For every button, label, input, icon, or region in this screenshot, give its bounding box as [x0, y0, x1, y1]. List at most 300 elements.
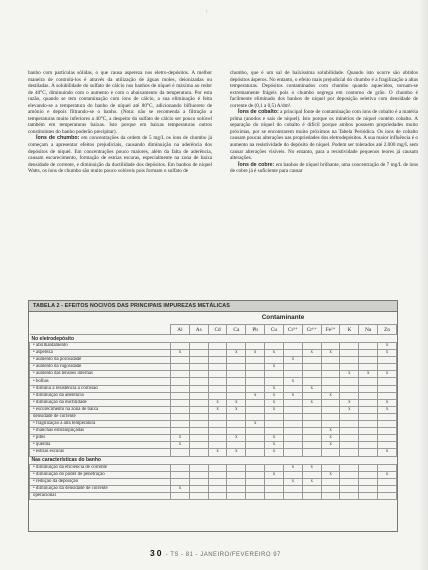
- registration-mark: \: [206, 10, 208, 15]
- effect-mark: [246, 364, 265, 371]
- effect-mark: [208, 442, 227, 449]
- effect-mark: x: [246, 392, 265, 399]
- effect-mark: [302, 413, 321, 420]
- effect-mark: [265, 413, 284, 420]
- effect-mark: [227, 343, 246, 350]
- effect-mark: [340, 357, 359, 364]
- row-label: • diminuição do poder de penetração: [30, 471, 171, 478]
- effect-mark: [246, 478, 265, 485]
- effect-mark: [340, 478, 359, 485]
- effect-mark: [265, 343, 284, 350]
- paragraph: [230, 109, 418, 161]
- column-header: Na: [359, 325, 378, 335]
- effect-mark: [246, 357, 265, 364]
- effect-mark: [189, 471, 208, 478]
- effect-mark: [189, 392, 208, 399]
- effect-mark: [321, 413, 340, 420]
- effect-mark: [265, 464, 284, 471]
- effect-mark: [340, 435, 359, 442]
- effect-mark: [321, 485, 340, 492]
- effect-mark: x: [378, 343, 397, 350]
- effect-mark: [208, 378, 227, 385]
- paragraph: [230, 70, 418, 109]
- effect-mark: [359, 385, 378, 392]
- effect-mark: [208, 428, 227, 435]
- table-row: [30, 442, 397, 449]
- effect-mark: [189, 350, 208, 357]
- effect-mark: x: [283, 464, 302, 471]
- effect-mark: [208, 350, 227, 357]
- effect-mark: [171, 357, 190, 364]
- effect-mark: [189, 406, 208, 413]
- effect-mark: x: [246, 350, 265, 357]
- effect-mark: [189, 371, 208, 378]
- effect-mark: [340, 428, 359, 435]
- effect-mark: [340, 385, 359, 392]
- effect-mark: [283, 406, 302, 413]
- column-header: Cd: [208, 325, 227, 335]
- row-label: • queima: [30, 442, 171, 449]
- effect-mark: x: [265, 449, 284, 456]
- effect-mark: [283, 371, 302, 378]
- effect-mark: [189, 399, 208, 406]
- effect-mark: [227, 371, 246, 378]
- effect-mark: [171, 478, 190, 485]
- effect-mark: x: [227, 399, 246, 406]
- effect-mark: [208, 435, 227, 442]
- effect-mark: [359, 413, 378, 420]
- effect-mark: [283, 428, 302, 435]
- effect-mark: x: [246, 421, 265, 428]
- effect-mark: [265, 371, 284, 378]
- effect-mark: [265, 478, 284, 485]
- effect-mark: [246, 378, 265, 385]
- table-row: [30, 378, 397, 385]
- effect-mark: [359, 478, 378, 485]
- effect-mark: x: [283, 357, 302, 364]
- effect-mark: x: [171, 350, 190, 357]
- left-text-column: [28, 70, 212, 175]
- table-row: [30, 406, 397, 413]
- table-group-header: Contaminante: [261, 314, 305, 321]
- effect-mark: x: [378, 471, 397, 478]
- effect-mark: x: [265, 471, 284, 478]
- effect-mark: [227, 478, 246, 485]
- effect-mark: [302, 343, 321, 350]
- row-label: • diminuição da eficiência de corrente: [30, 464, 171, 471]
- effect-mark: x: [265, 385, 284, 392]
- effect-mark: x: [321, 435, 340, 442]
- effect-mark: x: [321, 392, 340, 399]
- effect-mark: [359, 492, 378, 499]
- section-heading: No eletrodepósito: [30, 335, 397, 343]
- effect-mark: [378, 378, 397, 385]
- table-row: [30, 343, 397, 350]
- row-label: • escurecimento na zona de baixa: [30, 406, 171, 413]
- effect-mark: [171, 399, 190, 406]
- column-header: Cr³⁺: [283, 325, 302, 335]
- effect-mark: [321, 492, 340, 499]
- effect-mark: [359, 392, 378, 399]
- effect-mark: [359, 357, 378, 364]
- column-header: As: [189, 325, 208, 335]
- header-spacer: [30, 325, 171, 335]
- effect-mark: [208, 357, 227, 364]
- right-text-column: [230, 70, 418, 175]
- effect-mark: [208, 464, 227, 471]
- effect-mark: x: [340, 371, 359, 378]
- effect-mark: [321, 385, 340, 392]
- row-label: • estrias escuras: [30, 449, 171, 456]
- effect-mark: x: [171, 435, 190, 442]
- effect-mark: [378, 392, 397, 399]
- table-title: TABELA 2 - EFEITOS NOCIVOS DAS PRINCIPAIS IMPUREZAS METÁLICAS: [29, 301, 397, 312]
- effect-mark: x: [265, 350, 284, 357]
- effect-mark: [340, 378, 359, 385]
- effect-mark: [208, 413, 227, 420]
- row-label: • abrilhantamento: [30, 343, 171, 350]
- effect-mark: [227, 442, 246, 449]
- effect-mark: [189, 364, 208, 371]
- effect-mark: [189, 478, 208, 485]
- effect-mark: [265, 492, 284, 499]
- effect-mark: x: [171, 485, 190, 492]
- effect-mark: [302, 378, 321, 385]
- row-label: • fragilização a alta temperatura: [30, 421, 171, 428]
- effect-mark: x: [265, 399, 284, 406]
- effect-mark: [283, 343, 302, 350]
- effect-mark: [321, 464, 340, 471]
- effect-mark: [340, 449, 359, 456]
- effect-mark: [283, 435, 302, 442]
- effect-mark: x: [378, 371, 397, 378]
- table-row: [30, 399, 397, 406]
- effect-mark: [208, 371, 227, 378]
- effect-mark: [283, 442, 302, 449]
- effect-mark: [227, 385, 246, 392]
- table-row: [30, 364, 397, 371]
- effect-mark: [321, 399, 340, 406]
- table-row: [30, 478, 397, 485]
- effect-mark: [227, 471, 246, 478]
- effect-mark: [227, 357, 246, 364]
- effect-mark: [265, 421, 284, 428]
- effect-mark: [302, 492, 321, 499]
- effect-mark: [227, 378, 246, 385]
- effect-mark: [171, 413, 190, 420]
- effect-mark: [246, 399, 265, 406]
- effect-mark: x: [302, 350, 321, 357]
- effect-mark: [171, 343, 190, 350]
- effect-mark: [321, 406, 340, 413]
- effect-mark: [283, 471, 302, 478]
- effect-mark: [208, 471, 227, 478]
- effect-mark: [302, 371, 321, 378]
- effect-mark: [378, 428, 397, 435]
- effect-mark: [340, 471, 359, 478]
- effect-mark: [378, 357, 397, 364]
- effect-mark: [171, 428, 190, 435]
- effect-mark: [171, 392, 190, 399]
- effect-mark: [189, 421, 208, 428]
- effect-mark: x: [265, 442, 284, 449]
- effect-mark: [302, 406, 321, 413]
- effect-mark: [227, 413, 246, 420]
- row-label: • aspereza: [30, 350, 171, 357]
- effect-mark: [283, 350, 302, 357]
- row-label: • diminuição da ductilidade: [30, 399, 171, 406]
- effect-mark: [283, 399, 302, 406]
- effect-mark: [359, 421, 378, 428]
- column-header: Cr⁶⁺: [302, 325, 321, 335]
- effect-mark: [321, 371, 340, 378]
- row-label: • bolhas: [30, 378, 171, 385]
- row-label: • aumento da porosidade: [30, 357, 171, 364]
- effect-mark: [189, 442, 208, 449]
- effect-mark: [283, 421, 302, 428]
- effect-mark: [283, 492, 302, 499]
- effect-mark: [359, 406, 378, 413]
- effect-mark: [246, 385, 265, 392]
- row-label: • redução da deposição: [30, 478, 171, 485]
- effect-mark: [283, 485, 302, 492]
- paragraph-text: a principal fonte de contaminação com íons de cobalto é a matéria prima (anodos e sais de níquel). Isto porque os minérios de níquel contém cobalto. A separação do níquel do cobalto é difícil porque ambos possuem propriedades muito próximas, por se encontrarem muito próximos na Tabela Periódica. Os íons de cobalto causam poucas alterações nas propriedades dos eletrodepósitos. A sua maior influência é o aumento na resistividade do depósito de níquel. Podem ser tolerados até 2.000 mg/L sem causar alterações visíveis. No entanto, para a resistividade pequenos teores já causam alterações.: [230, 109, 418, 162]
- effect-mark: [171, 471, 190, 478]
- column-header: Fe²⁺: [321, 325, 340, 335]
- effect-mark: [189, 485, 208, 492]
- effect-mark: [378, 364, 397, 371]
- effect-mark: [340, 492, 359, 499]
- table-row: [30, 421, 397, 428]
- effect-mark: [378, 442, 397, 449]
- row-label: • diminui a resistência à corrosão: [30, 385, 171, 392]
- paragraph: [230, 162, 418, 175]
- effect-mark: x: [208, 406, 227, 413]
- effect-mark: [302, 471, 321, 478]
- column-header: Ca: [227, 325, 246, 335]
- column-header: Pb: [246, 325, 265, 335]
- effect-mark: [171, 449, 190, 456]
- effect-mark: x: [227, 435, 246, 442]
- effect-mark: [246, 406, 265, 413]
- column-header: K: [340, 325, 359, 335]
- paragraph: [28, 135, 212, 174]
- row-label: • diminuição da densidade de corrente: [30, 485, 171, 492]
- effect-mark: [340, 364, 359, 371]
- effect-mark: x: [378, 449, 397, 456]
- effect-mark: [227, 428, 246, 435]
- effect-mark: [246, 464, 265, 471]
- table-row: [30, 471, 397, 478]
- table-row: [30, 413, 397, 420]
- effect-mark: [246, 371, 265, 378]
- effect-mark: [340, 343, 359, 350]
- effect-mark: [302, 392, 321, 399]
- effect-mark: [208, 421, 227, 428]
- table-row: [30, 392, 397, 399]
- row-label: • diminuição da aderência: [30, 392, 171, 399]
- effect-mark: x: [321, 471, 340, 478]
- effect-mark: [359, 435, 378, 442]
- effect-mark: [302, 442, 321, 449]
- effect-mark: x: [321, 428, 340, 435]
- effect-mark: x: [378, 350, 397, 357]
- effect-mark: [189, 492, 208, 499]
- effect-mark: [227, 392, 246, 399]
- effect-mark: x: [227, 406, 246, 413]
- table-row: [30, 357, 397, 364]
- paragraph-text: em concentrações da ordem de 5 mg/L os íons de chumbo já começam a apresentar efeitos prejudiciais, causando diminuição na aderência dos depósitos de níquel. Em concentrações pouco maiores, além da falta de aderência, causam escurecimento, formação de estrias escuras, especialmente na zona de baixa densidade de corrente, e diminuição da ductilidade dos depósitos. Em banhos de níquel Watts, os íons de chumbo são muito pouco solúveis pois formam o sulfato de: [28, 135, 212, 175]
- effect-mark: [189, 435, 208, 442]
- effect-mark: x: [208, 449, 227, 456]
- paragraph-text: em banhos de níquel brilhante, uma concentração de 7 mg/L de íons de cobre já é suficiente para causar: [230, 161, 419, 175]
- effect-mark: x: [378, 399, 397, 406]
- effect-mark: x: [321, 350, 340, 357]
- effect-mark: [171, 385, 190, 392]
- effect-mark: [340, 421, 359, 428]
- effect-mark: x: [359, 371, 378, 378]
- effect-mark: [283, 385, 302, 392]
- column-header: Cu: [265, 325, 284, 335]
- effect-mark: x: [171, 442, 190, 449]
- effect-mark: [189, 464, 208, 471]
- effect-mark: [246, 442, 265, 449]
- effect-mark: [302, 428, 321, 435]
- effect-mark: [208, 478, 227, 485]
- paragraph-lead: Íons de cobalto:: [238, 109, 279, 116]
- paragraph-text: banho com partículas sólidas, o que causa aspereza nos eletro-depósitos. A melhor maneira de controlá-los é através da utilização de águas moles, deionizadas ou destiladas. A solubilidade do sulfato de cálcio nos banhos de níquel é máxima ao redor de 40°C, diminuindo com o aumento e com o abaixamento da temperatura. Por esta razão, quando se tem contaminação com íons de cálcio, a sua eliminação é feita elevando-se a temperatura do banho de níquel até 80°C, adicionando bifluoreto de amônio e depois filtrando-se o banho. (Nota: não se recomenda a filtração a temperaturas muito inferiores a 40°C, a despeito do sulfato de cálcio ser pouco solúvel também em temperaturas baixas. Isto porque em baixas temperaturas outros constituintes do banho poderão precipitar).: [28, 70, 212, 135]
- row-label: • pites: [30, 435, 171, 442]
- effect-mark: x: [283, 378, 302, 385]
- effect-mark: [246, 485, 265, 492]
- effect-mark: [227, 492, 246, 499]
- effect-mark: [246, 428, 265, 435]
- effect-mark: [378, 492, 397, 499]
- page-edge-shadow: [418, 0, 428, 570]
- table-row: [30, 371, 397, 378]
- effect-mark: x: [302, 478, 321, 485]
- effect-mark: [171, 364, 190, 371]
- issue-line: - TS - 81 - JANEIRO/FEVEREIRO 97: [165, 552, 281, 558]
- effect-mark: [302, 449, 321, 456]
- effect-mark: [321, 421, 340, 428]
- effect-mark: x: [340, 399, 359, 406]
- row-label: • aumento das tensões internas: [30, 371, 171, 378]
- effect-mark: [283, 364, 302, 371]
- effect-mark: x: [208, 399, 227, 406]
- impurities-grid: [29, 324, 397, 500]
- effect-mark: [265, 357, 284, 364]
- effect-mark: [359, 485, 378, 492]
- effect-mark: x: [378, 406, 397, 413]
- effect-mark: x: [283, 478, 302, 485]
- effect-mark: x: [227, 350, 246, 357]
- effect-mark: [340, 350, 359, 357]
- effect-mark: [321, 343, 340, 350]
- impurities-table: [28, 300, 398, 532]
- effect-mark: [359, 343, 378, 350]
- effect-mark: x: [265, 435, 284, 442]
- effect-mark: [265, 485, 284, 492]
- effect-mark: [359, 428, 378, 435]
- effect-mark: [171, 378, 190, 385]
- effect-mark: [208, 485, 227, 492]
- effect-mark: [283, 413, 302, 420]
- table-row: [30, 428, 397, 435]
- effect-mark: [378, 464, 397, 471]
- table-row: [30, 385, 397, 392]
- paragraph-lead: Íons de chumbo:: [36, 135, 80, 142]
- effect-mark: [359, 471, 378, 478]
- paragraph-text: chumbo, que é um sal de baixíssima solubilidade. Quando isto ocorre são obtidos depósitos ásperos. No entanto, o efeito mais prejudicial do chumbo é a fragilização a altas temperaturas. Depósitos contaminados com chumbo quando aquecidos, tornam-se extremamente frágeis pois o chumbo segrega em contorno de grão. O chumbo é facilmente eliminado dos banhos de níquel por deposição seletiva com densidade de corrente de (0,1 a 0,5) A/dm².: [230, 70, 418, 109]
- effect-mark: [302, 421, 321, 428]
- table-row: [30, 350, 397, 357]
- table-row: [30, 464, 397, 471]
- column-header: Al: [171, 325, 190, 335]
- effect-mark: [378, 435, 397, 442]
- effect-mark: [208, 364, 227, 371]
- row-label: operacional: [30, 492, 171, 499]
- effect-mark: [189, 378, 208, 385]
- effect-mark: [321, 357, 340, 364]
- effect-mark: [378, 421, 397, 428]
- effect-mark: x: [340, 406, 359, 413]
- effect-mark: [208, 385, 227, 392]
- effect-mark: [359, 449, 378, 456]
- effect-mark: [171, 492, 190, 499]
- effect-mark: [321, 449, 340, 456]
- effect-mark: x: [283, 392, 302, 399]
- table-row: [30, 435, 397, 442]
- effect-mark: x: [302, 399, 321, 406]
- effect-mark: [378, 485, 397, 492]
- effect-mark: [208, 492, 227, 499]
- effect-mark: [321, 478, 340, 485]
- effect-mark: x: [265, 392, 284, 399]
- effect-mark: [189, 428, 208, 435]
- effect-mark: [189, 357, 208, 364]
- effect-mark: [302, 435, 321, 442]
- table-row: [30, 485, 397, 492]
- effect-mark: [171, 371, 190, 378]
- effect-mark: [171, 406, 190, 413]
- effect-mark: [189, 413, 208, 420]
- paragraph-lead: Íons de cobre:: [238, 161, 275, 168]
- effect-mark: [340, 413, 359, 420]
- effect-mark: [340, 392, 359, 399]
- row-label: densidade de corrente: [30, 413, 171, 420]
- effect-mark: [378, 478, 397, 485]
- effect-mark: [246, 492, 265, 499]
- effect-mark: [246, 413, 265, 420]
- effect-mark: [359, 364, 378, 371]
- page-footer: [150, 548, 410, 558]
- effect-mark: [246, 471, 265, 478]
- effect-mark: [340, 442, 359, 449]
- effect-mark: [208, 343, 227, 350]
- effect-mark: [189, 449, 208, 456]
- effect-mark: [171, 421, 190, 428]
- effect-mark: [340, 485, 359, 492]
- effect-mark: x: [265, 406, 284, 413]
- effect-mark: [359, 350, 378, 357]
- effect-mark: [302, 485, 321, 492]
- effect-mark: [378, 413, 397, 420]
- effect-mark: [227, 364, 246, 371]
- effect-mark: [302, 364, 321, 371]
- effect-mark: [246, 449, 265, 456]
- effect-mark: [359, 399, 378, 406]
